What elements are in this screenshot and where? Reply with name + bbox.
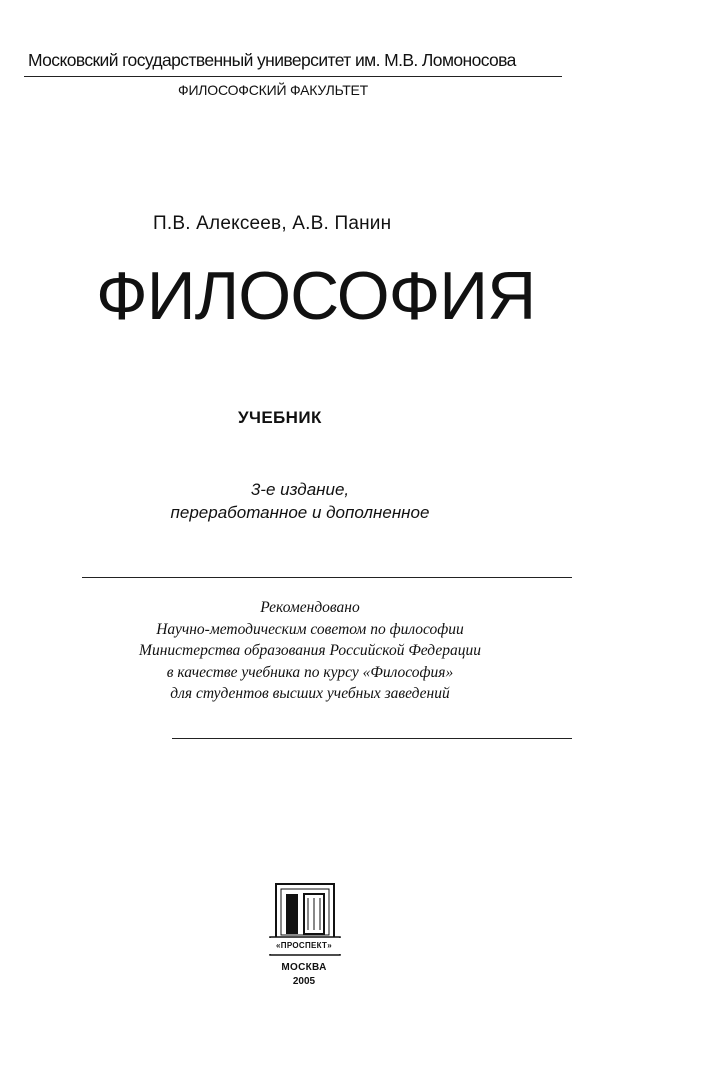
edition-line-2: переработанное и дополненное <box>170 503 430 522</box>
recommendation-line: для студентов высших учебных заведений <box>170 685 450 702</box>
book-authors: П.В. Алексеев, А.В. Панин <box>153 213 392 234</box>
publication-year: 2005 <box>292 976 316 987</box>
university-name: Московский государственный университет им. М.В. Ломоносова <box>28 50 516 70</box>
recommendation-line: Научно-методическим советом по философии <box>156 620 464 638</box>
recommendation-line: Рекомендовано <box>260 599 360 616</box>
header-divider <box>24 76 562 77</box>
recommendation-bottom-divider <box>172 738 572 739</box>
publication-city: МОСКВА <box>281 962 327 973</box>
edition-line-1: 3-е издание, <box>250 480 350 499</box>
recommendation-line: в качестве учебника по курсу «Философия» <box>166 663 454 681</box>
publisher-name: «ПРОСПЕКТ» <box>266 938 342 954</box>
recommendation-top-divider <box>82 577 572 578</box>
book-type: УЧЕБНИК <box>238 408 322 427</box>
edition-info <box>100 478 500 524</box>
book-title: ФИЛОСОФИЯ <box>96 258 536 334</box>
faculty-name: ФИЛОСОФСКИЙ ФАКУЛЬТЕТ <box>178 82 369 98</box>
recommendation-block <box>60 597 560 705</box>
recommendation-line: Министерства образования Российской Федерации <box>139 642 481 659</box>
